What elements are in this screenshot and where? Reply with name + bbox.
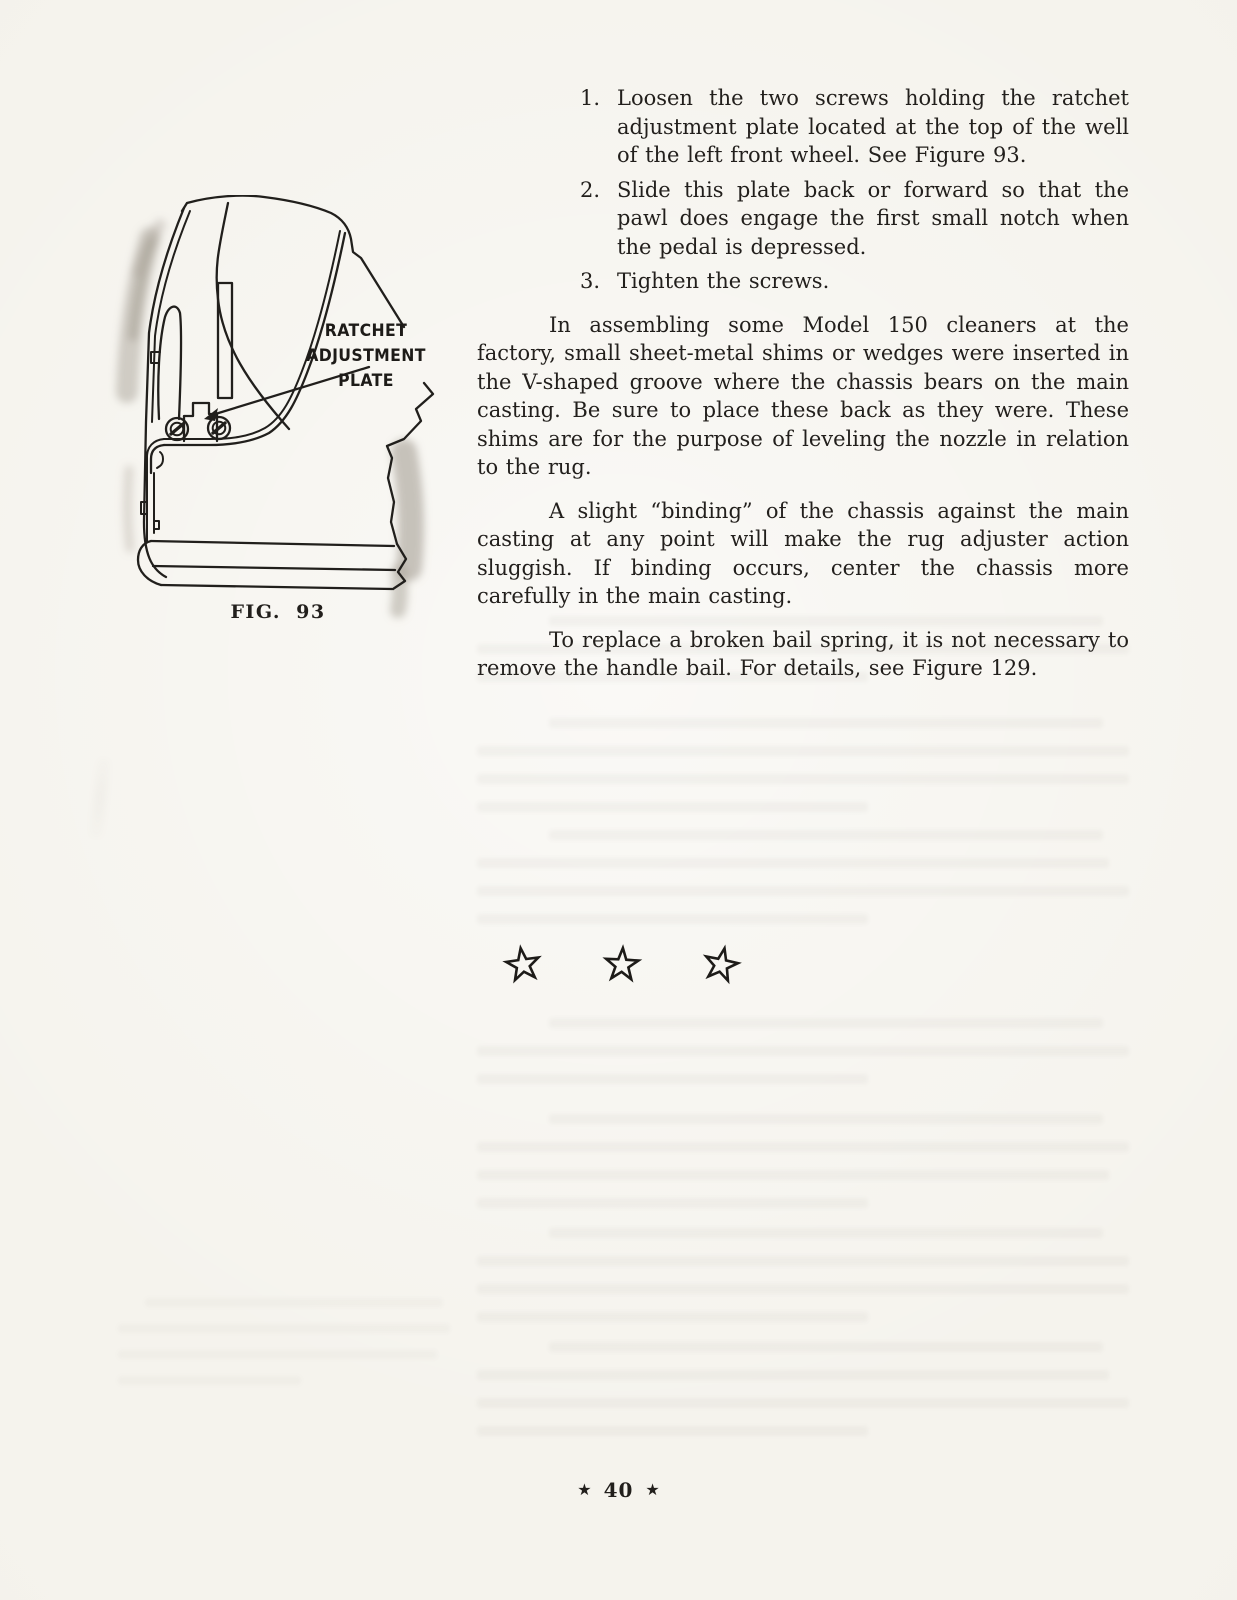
text-column bbox=[477, 84, 1129, 683]
step-number: 1. bbox=[580, 86, 601, 110]
step-text: Tighten the screws. bbox=[617, 269, 830, 293]
step-text: Slide this plate back or forward so that the pawl does engage the first small notch when the pedal is depressed. bbox=[617, 177, 1129, 259]
page-bleedthrough bbox=[477, 1228, 1129, 1340]
page-bleedthrough bbox=[477, 616, 1129, 700]
page-bleedthrough bbox=[477, 1342, 1129, 1454]
star-icon bbox=[600, 943, 644, 987]
page-bleedthrough bbox=[477, 830, 1129, 942]
body-paragraph: A slight “binding” of the chassis against the main casting at any point will make the rug adjuster action sluggish. If binding occurs, center the chassis more carefully in the main casting. bbox=[477, 498, 1129, 608]
figure-93-drawing bbox=[108, 195, 448, 631]
step-number: 3. bbox=[580, 269, 601, 293]
page-bleedthrough bbox=[118, 1298, 450, 1402]
callout-line: PLATE bbox=[338, 371, 394, 390]
page-bleedthrough bbox=[477, 718, 1129, 830]
ratchet-adjustment-plate bbox=[166, 403, 230, 441]
footer-star-icon: ★ bbox=[577, 1480, 592, 1499]
page-bleedthrough bbox=[88, 757, 112, 838]
footer-star-icon: ★ bbox=[645, 1480, 660, 1499]
instruction-step bbox=[477, 176, 1129, 262]
step-text: Loosen the two screws holding the ratchet adjustment plate located at the top of the well of the left front wheel. See Figure 93. bbox=[617, 86, 1129, 167]
star-icon bbox=[499, 941, 546, 988]
instruction-list bbox=[477, 84, 1129, 296]
figure-caption: FIG. 93 bbox=[230, 601, 326, 623]
figure-shading bbox=[127, 225, 411, 610]
instruction-step bbox=[477, 267, 1129, 296]
page-number: 40 bbox=[603, 1478, 634, 1502]
callout-line: RATCHET bbox=[324, 321, 408, 340]
figure-callout-label bbox=[303, 318, 428, 393]
callout-line: ADJUSTMENT bbox=[306, 346, 426, 365]
instruction-step bbox=[477, 84, 1129, 170]
section-divider-stars bbox=[502, 944, 742, 986]
page-footer bbox=[0, 1478, 1237, 1502]
body-paragraph: To replace a broken bail spring, it is not necessary to remove the handle bail. For details, see Figure 129. bbox=[477, 627, 1129, 680]
page-bleedthrough bbox=[477, 1018, 1129, 1102]
star-icon bbox=[696, 940, 746, 990]
body-paragraph: In assembling some Model 150 cleaners at the factory, small sheet-metal shims or wedges were inserted in the V-shaped groove where the chassis bears on the main casting. Be sure to place these back as they were. These shims are for the purpose of leveling the nozzle in relation to the rug. bbox=[477, 312, 1129, 479]
page-bleedthrough bbox=[477, 1114, 1129, 1226]
step-number: 2. bbox=[580, 177, 601, 202]
